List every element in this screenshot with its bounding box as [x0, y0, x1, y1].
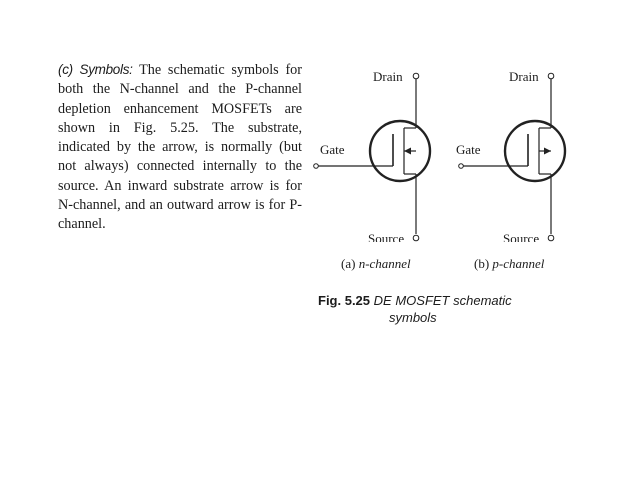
- source-label: Source: [503, 231, 540, 242]
- transistor-body: [505, 121, 565, 181]
- p-channel-symbol: [445, 62, 575, 242]
- subcaption-a: (a) n-channel: [341, 256, 411, 271]
- paragraph-lead: (c) Symbols:: [58, 62, 133, 77]
- inward-arrow-icon: [404, 148, 411, 155]
- source-label: Source: [368, 231, 405, 242]
- subcaption-b: (b) p-channel: [474, 256, 545, 271]
- transistor-body: [370, 121, 430, 181]
- source-terminal: [413, 235, 419, 241]
- drain-terminal: [413, 73, 419, 79]
- drain-label: Drain: [509, 69, 539, 84]
- figure-title-line2: symbols: [389, 310, 437, 325]
- paragraph-text: The schematic symbols for both the N-channel and the P-channel depletion enhancement MOSFETs are shown in Fig. 5.25. The substrate, indicated by the arrow, is normally (but not always) connected internally to the source. An inward substrate arrow is for N-channel, and an outward arrow is for P-channel.: [58, 62, 302, 233]
- gate-terminal: [459, 164, 464, 169]
- drain-terminal: [548, 73, 554, 79]
- figure-caption: [318, 292, 558, 326]
- n-channel-symbol: [310, 62, 440, 242]
- gate-label: Gate: [320, 142, 345, 157]
- drain-label: Drain: [373, 69, 403, 84]
- figure-title: DE MOSFET schematic: [373, 293, 512, 308]
- gate-label: Gate: [456, 142, 481, 157]
- gate-terminal: [314, 164, 319, 169]
- figure-number: Fig. 5.25: [318, 293, 371, 308]
- outward-arrow-icon: [544, 148, 551, 155]
- source-terminal: [548, 235, 554, 241]
- body-paragraph: [58, 60, 302, 235]
